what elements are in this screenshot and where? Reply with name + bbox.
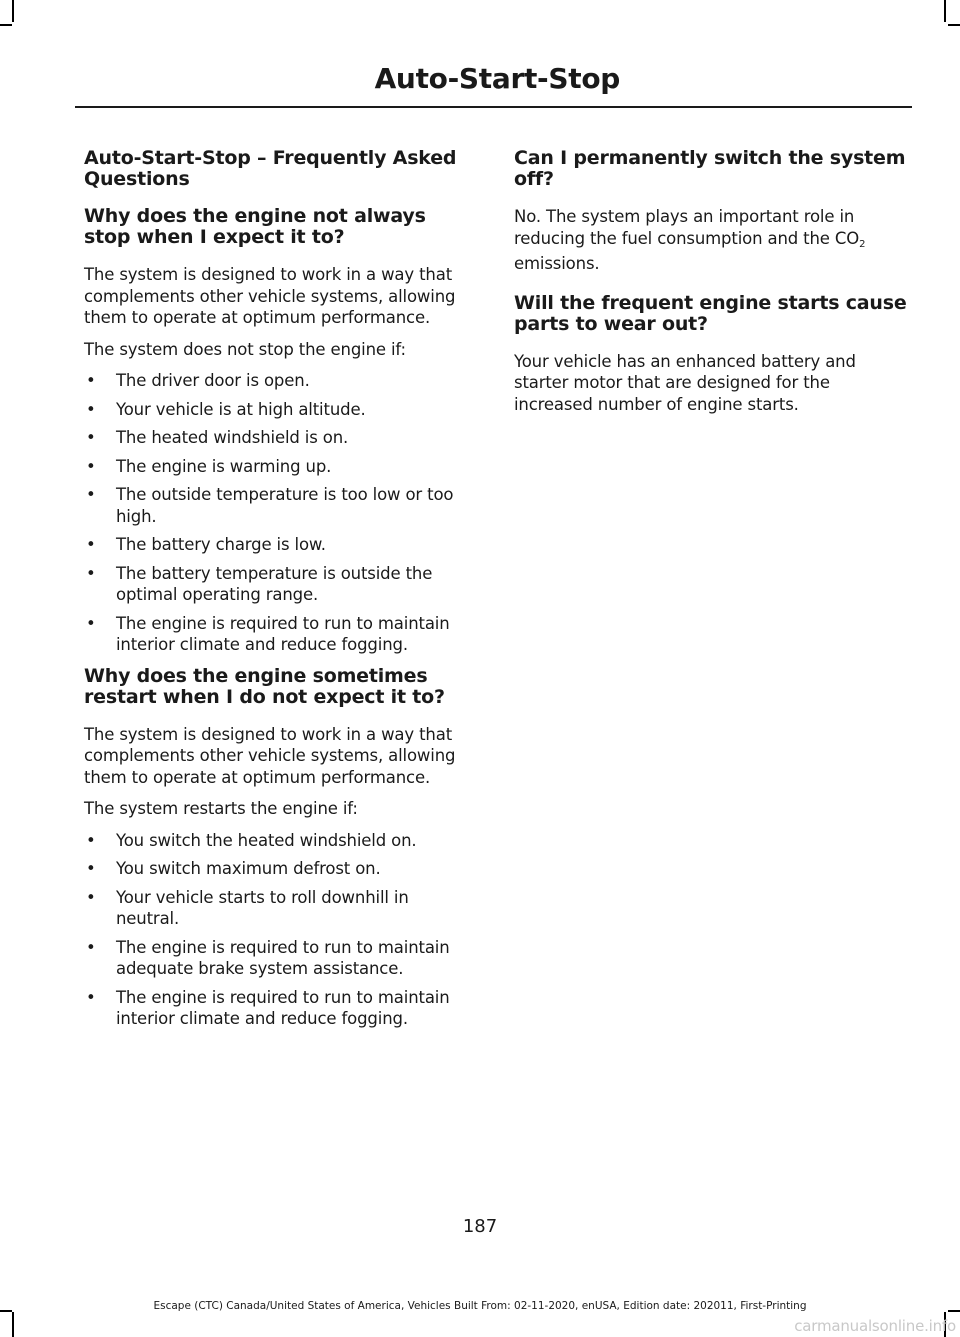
paragraph: Your vehicle has an enhanced battery and starter motor that are designed for the increased number of engine starts.: [514, 351, 856, 414]
faq-heading: Auto-Start-Stop – Frequently Asked Questions: [84, 147, 457, 190]
list-item: [84, 830, 476, 852]
edition-footer: Escape (CTC) Canada/United States of America, Vehicles Built From: 02-11-2020, enUSA, Edition date: 202011, First-Printing: [153, 1300, 807, 1312]
crop-mark: [944, 0, 946, 22]
crop-mark: [12, 0, 14, 22]
bullet-list: [84, 830, 476, 1030]
right-column: [514, 148, 912, 425]
question-heading: Will the frequent engine starts cause parts to wear out?: [514, 291, 907, 335]
paragraph: [514, 206, 912, 275]
list-item-text: The engine is required to run to maintain interior climate and reduce fogging.: [116, 613, 450, 654]
list-item: [84, 613, 476, 656]
list-item-text: The engine is required to run to maintain interior climate and reduce fogging.: [116, 987, 450, 1028]
list-item-text: You switch the heated windshield on.: [116, 830, 417, 850]
list-item-text: The outside temperature is too low or too high.: [116, 485, 454, 526]
list-item: [84, 563, 476, 606]
bullet-glyph: •: [86, 428, 96, 447]
bullet-glyph: •: [86, 535, 96, 554]
list-item: [84, 937, 476, 980]
left-column: [84, 148, 476, 1040]
question-heading: Why does the engine sometimes restart when I do not expect it to?: [84, 664, 445, 708]
paragraph: The system is designed to work in a way that complements other vehicle systems, allowing them to operate at optimum performance.: [84, 265, 456, 327]
bullet-glyph: •: [86, 887, 96, 907]
list-item-text: The battery charge is low.: [116, 535, 326, 554]
list-item-text: The driver door is open.: [116, 371, 310, 390]
list-item-text: The engine is warming up.: [116, 456, 332, 476]
bullet-glyph: •: [86, 399, 96, 419]
bullet-glyph: •: [86, 830, 96, 850]
watermark: carmanualsonline.info: [794, 1317, 956, 1335]
bullet-glyph: •: [86, 485, 96, 504]
page-number: 187: [462, 1216, 498, 1237]
list-item-text: You switch maximum defrost on.: [116, 859, 381, 878]
paragraph: The system is designed to work in a way that complements other vehicle systems, allowing them to operate at optimum performance.: [84, 724, 456, 787]
list-item: [84, 534, 476, 556]
page-header-title: Auto-Start-Stop: [374, 62, 620, 95]
bullet-glyph: •: [86, 563, 96, 583]
list-item-text: Your vehicle starts to roll downhill in neutral.: [116, 887, 409, 928]
list-item: [84, 858, 476, 880]
list-item: [84, 399, 476, 421]
list-lead: The system does not stop the engine if:: [84, 339, 406, 359]
bullet-glyph: •: [86, 613, 96, 633]
bullet-glyph: •: [86, 371, 96, 390]
answer-text-end: emissions.: [514, 254, 600, 273]
list-item-text: The heated windshield is on.: [116, 428, 349, 447]
question-heading: Why does the engine not always stop when I expect it to?: [84, 205, 426, 248]
header-divider: [75, 106, 912, 108]
list-item: [84, 987, 476, 1030]
list-item: [84, 370, 476, 392]
list-item: [84, 887, 476, 930]
bullet-glyph: •: [86, 859, 96, 878]
list-item: [84, 456, 476, 478]
bullet-glyph: •: [86, 937, 96, 957]
list-item-text: Your vehicle is at high altitude.: [116, 399, 366, 419]
bullet-glyph: •: [86, 987, 96, 1007]
question-heading: Can I permanently switch the system off?: [514, 147, 906, 190]
answer-text: No. The system plays an important role in reducing the fuel consumption and the CO: [514, 207, 860, 248]
bullet-glyph: •: [86, 456, 96, 476]
list-item-text: The battery temperature is outside the optimal operating range.: [116, 563, 433, 604]
bullet-list: [84, 370, 476, 656]
list-lead: The system restarts the engine if:: [84, 799, 358, 818]
crop-mark: [948, 24, 960, 26]
list-item: [84, 484, 476, 527]
crop-mark: [0, 24, 12, 26]
subscript: 2: [859, 238, 866, 250]
list-item: [84, 427, 476, 449]
crop-mark: [12, 1312, 14, 1337]
list-item-text: The engine is required to run to maintain adequate brake system assistance.: [116, 937, 450, 978]
